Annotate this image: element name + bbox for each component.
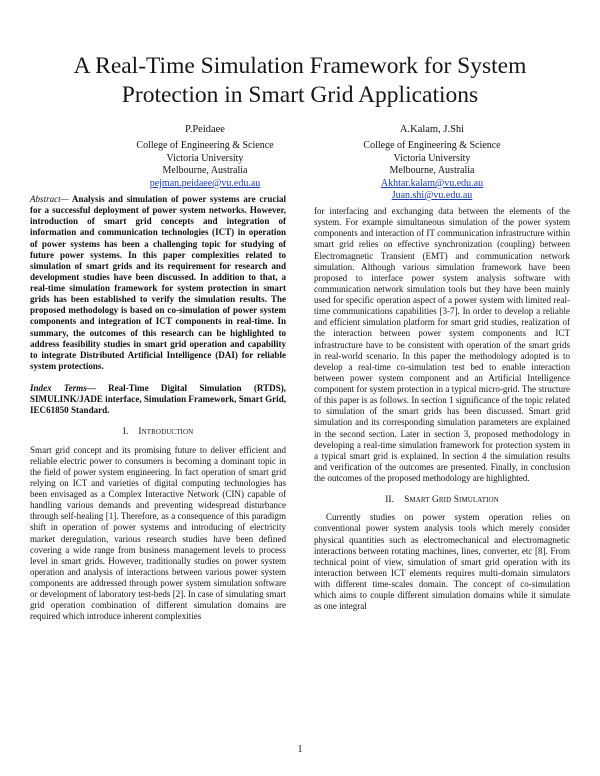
index-terms — [30, 383, 286, 416]
abstract-text: Analysis and simulation of power systems are crucial for a successful deployment of power system networks. However, introduction of smart grid concepts and integration of information and communication technologies (ICT) in operation of power systems has been a challenging topic for studying of future power systems. In this paper complexities related to simulation of smart grids and its requirement for research and development studies have been discussed. In addition to that, a real-time simulation framework for system protection in smart grids has been established to verify the simulation results. The proposed methodology is based on co-simulation of power system components and integration of ICT components in real-time. In summary, the outcomes of this research can be highlighted to address feasibility studies in smart grid operation and capability to integrate Distributed Artificial Intelligence (DAI) for reliable system protections. — [30, 194, 287, 371]
abstract — [30, 194, 286, 372]
section-title: Introduction — [138, 427, 194, 438]
abstract-label: Abstract— — [30, 194, 69, 204]
section-heading-introduction — [30, 427, 286, 438]
smart-grid-simulation-paragraph: Currently studies on power system operation relies on conventional power system analysis tools which merely consider physical quantities such as electromechanical and electromagnetic interactions between rotating machines, lines, converter, etc [8]. From technical point of view, simulation of smart grid operation with its interaction between ICT elements requires multi-domain simulators with different time-scales domain. The concept of co-simulation which aims to couple different simulation domains while it simulate as one integral — [314, 512, 570, 612]
section-number: II. — [385, 495, 395, 506]
section-title: Smart Grid Simulation — [404, 495, 499, 506]
author-email-link[interactable]: Juan.shi@vu.edu.au — [391, 190, 473, 202]
page-number: 1 — [297, 744, 303, 755]
author-email-link[interactable]: Akhtar.kalam@vu.edu.au — [380, 177, 484, 189]
paper-title — [0, 52, 600, 110]
author-email-link[interactable]: pejman.peidaee@vu.edu.au — [149, 177, 261, 189]
section-number: I. — [122, 427, 129, 438]
author-city: Melbourne, Australia — [162, 165, 248, 177]
author-university: Victoria University — [166, 152, 244, 164]
index-terms-label: Index Terms— — [30, 383, 96, 393]
index-terms-text: Real-Time Digital Simulation (RTDS), SIMULINK/JADE interface, Simulation Framework, Smart Grid, IEC61850 Standard. — [30, 383, 286, 416]
title-line-1: A Real-Time Simulation Framework for System — [73, 53, 527, 79]
author-dept: College of Engineering & Science — [363, 140, 501, 152]
author-name: P.Peidaee — [185, 124, 225, 135]
title-line-2: Protection in Smart Grid Applications — [121, 82, 479, 108]
author-dept: College of Engineering & Science — [136, 140, 274, 152]
author-city: Melbourne, Australia — [389, 165, 475, 177]
left-column — [30, 194, 286, 623]
section-heading-smart-grid-simulation — [314, 495, 570, 506]
right-column — [314, 206, 570, 612]
author-block-left — [95, 124, 315, 190]
author-name: A.Kalam, J.Shi — [399, 124, 465, 135]
author-block-right — [322, 124, 542, 202]
introduction-paragraph-continued: for interfacing and exchanging data between the elements of the system. For example simultaneous simulation of the power system components and interaction of IT communication infrastructure within smart grid relies on effective synchronization (coupling) between Electromagnetic Transient (EMT) and communication network simulation. Although various simulation framework have been proposed to interface power system analysis software with communication network simulation tools but they have been mainly used for specific operation aspect of a power system with limited real-time communications capabilities [3-7]. In order to develop a reliable and efficient simulation platform for smart grid studies, realization of the interaction between power system components and ICT infrastructure have to be consistent with operation of the smart grids in real-world scenario. In this paper the methodology adopted is to develop a real-time co-simulation test bed to enable interaction between power system component and an Artificial Intelligence component for system protection in a typical micro-grid. The structure of this paper is as follows. In section 1 significance of the topic related to simulation of the smart grids has been discussed. Smart grid simulation and its corresponding simulation parameters are explained in the second section. Later in section 3, proposed methodology in developing a real-time simulation framework for protection system in a typical smart grid is explained. In section 4 the simulation results and verification of the outcomes are presented. Finally, in conclusion the outcomes of the proposed methodology are highlighted. — [314, 206, 570, 483]
author-university: Victoria University — [393, 152, 471, 164]
introduction-paragraph: Smart grid concept and its promising future to deliver efficient and reliable electric power to consumers is becoming a dominant topic in the field of power system engineering. In fact operation of smart grid relying on ICT and varieties of digital computing technologies has been envisaged as a Complex Interactive Network (CIN) capable of handling various demands and preventing widespread disturbance through self-healing [1]. Therefore, as a consequence of this paradigm shift in operation of power systems and introducing of electricity market deregulation, various research studies have been defined covering a wide range from business management levels to process level in smart grids. However, traditionally studies on power system operation and analysis of interactions between various power system components are addressed through power system simulation software or development of laboratory test-beds [2]. In case of simulating smart grid operation combination of different simulation domains are required which introduce inherent complexities — [30, 444, 286, 622]
